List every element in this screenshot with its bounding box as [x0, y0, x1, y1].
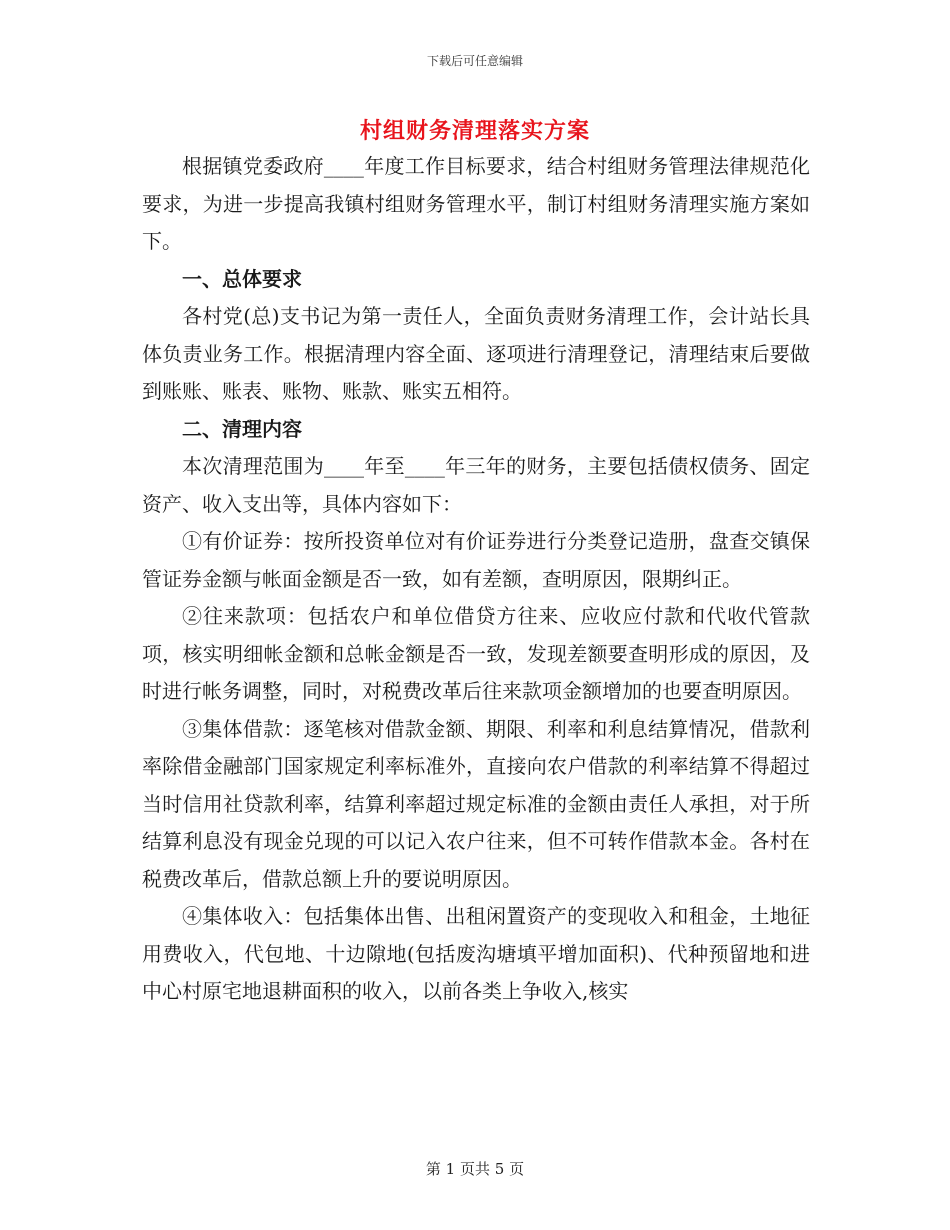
- header-note: 下载后可任意编辑: [426, 54, 523, 68]
- document-body: [142, 148, 810, 1011]
- intro-paragraph: 根据镇党委政府____年度工作目标要求，结合村组财务管理法律规范化要求，为进一步提高我镇村组财务管理水平，制订村组财务清理实施方案如下。: [142, 154, 810, 253]
- list-item-securities: ①有价证券：按所投资单位对有价证券进行分类登记造册，盘查交镇保管证券金额与帐面金额是否一致，如有差额，查明原因，限期纠正。: [142, 529, 810, 591]
- section-paragraph-general-requirements: 各村党(总)支书记为第一责任人，全面负责财务清理工作，会计站长具体负责业务工作。根据清理内容全面、逐项进行清理登记，清理结束后要做到账账、账表、账物、账款、账实五相符。: [142, 304, 810, 403]
- section-heading-cleanup-content: 二、清理内容: [182, 416, 302, 441]
- list-item-collective-loans: ③集体借款：逐笔核对借款金额、期限、利率和利息结算情况，借款利率除借金融部门国家规定利率标准外，直接向农户借款的利率结算不得超过当时信用社贷款利率，结算利率超过规定标准的金额由责任人承担，对于所结算利息没有现金兑现的可以记入农户往来，但不可转作借款本金。各村在税费改革后，借款总额上升的要说明原因。: [142, 716, 810, 891]
- section-paragraph-cleanup-scope: 本次清理范围为____年至____年三年的财务，主要包括债权债务、固定资产、收入支出等，具体内容如下：: [142, 454, 810, 516]
- page-footer: 第 1 页共 5 页: [425, 1160, 525, 1178]
- section-heading-general-requirements: 一、总体要求: [182, 266, 302, 291]
- document-title: 村组财务清理落实方案: [359, 118, 590, 144]
- list-item-collective-income: ④集体收入：包括集体出售、出租闲置资产的变现收入和租金，土地征用费收入，代包地、十边隙地(包括废沟塘填平增加面积)、代种预留地和进中心村原宅地退耕面积的收入，以前各类上争收入,核实: [142, 904, 810, 1003]
- list-item-accounts: ②往来款项：包括农户和单位借贷方往来、应收应付款和代收代管款项，核实明细帐金额和总帐金额是否一致，发现差额要查明形成的原因，及时进行帐务调整，同时，对税费改革后往来款项金额增加的也要查明原因。: [142, 604, 810, 703]
